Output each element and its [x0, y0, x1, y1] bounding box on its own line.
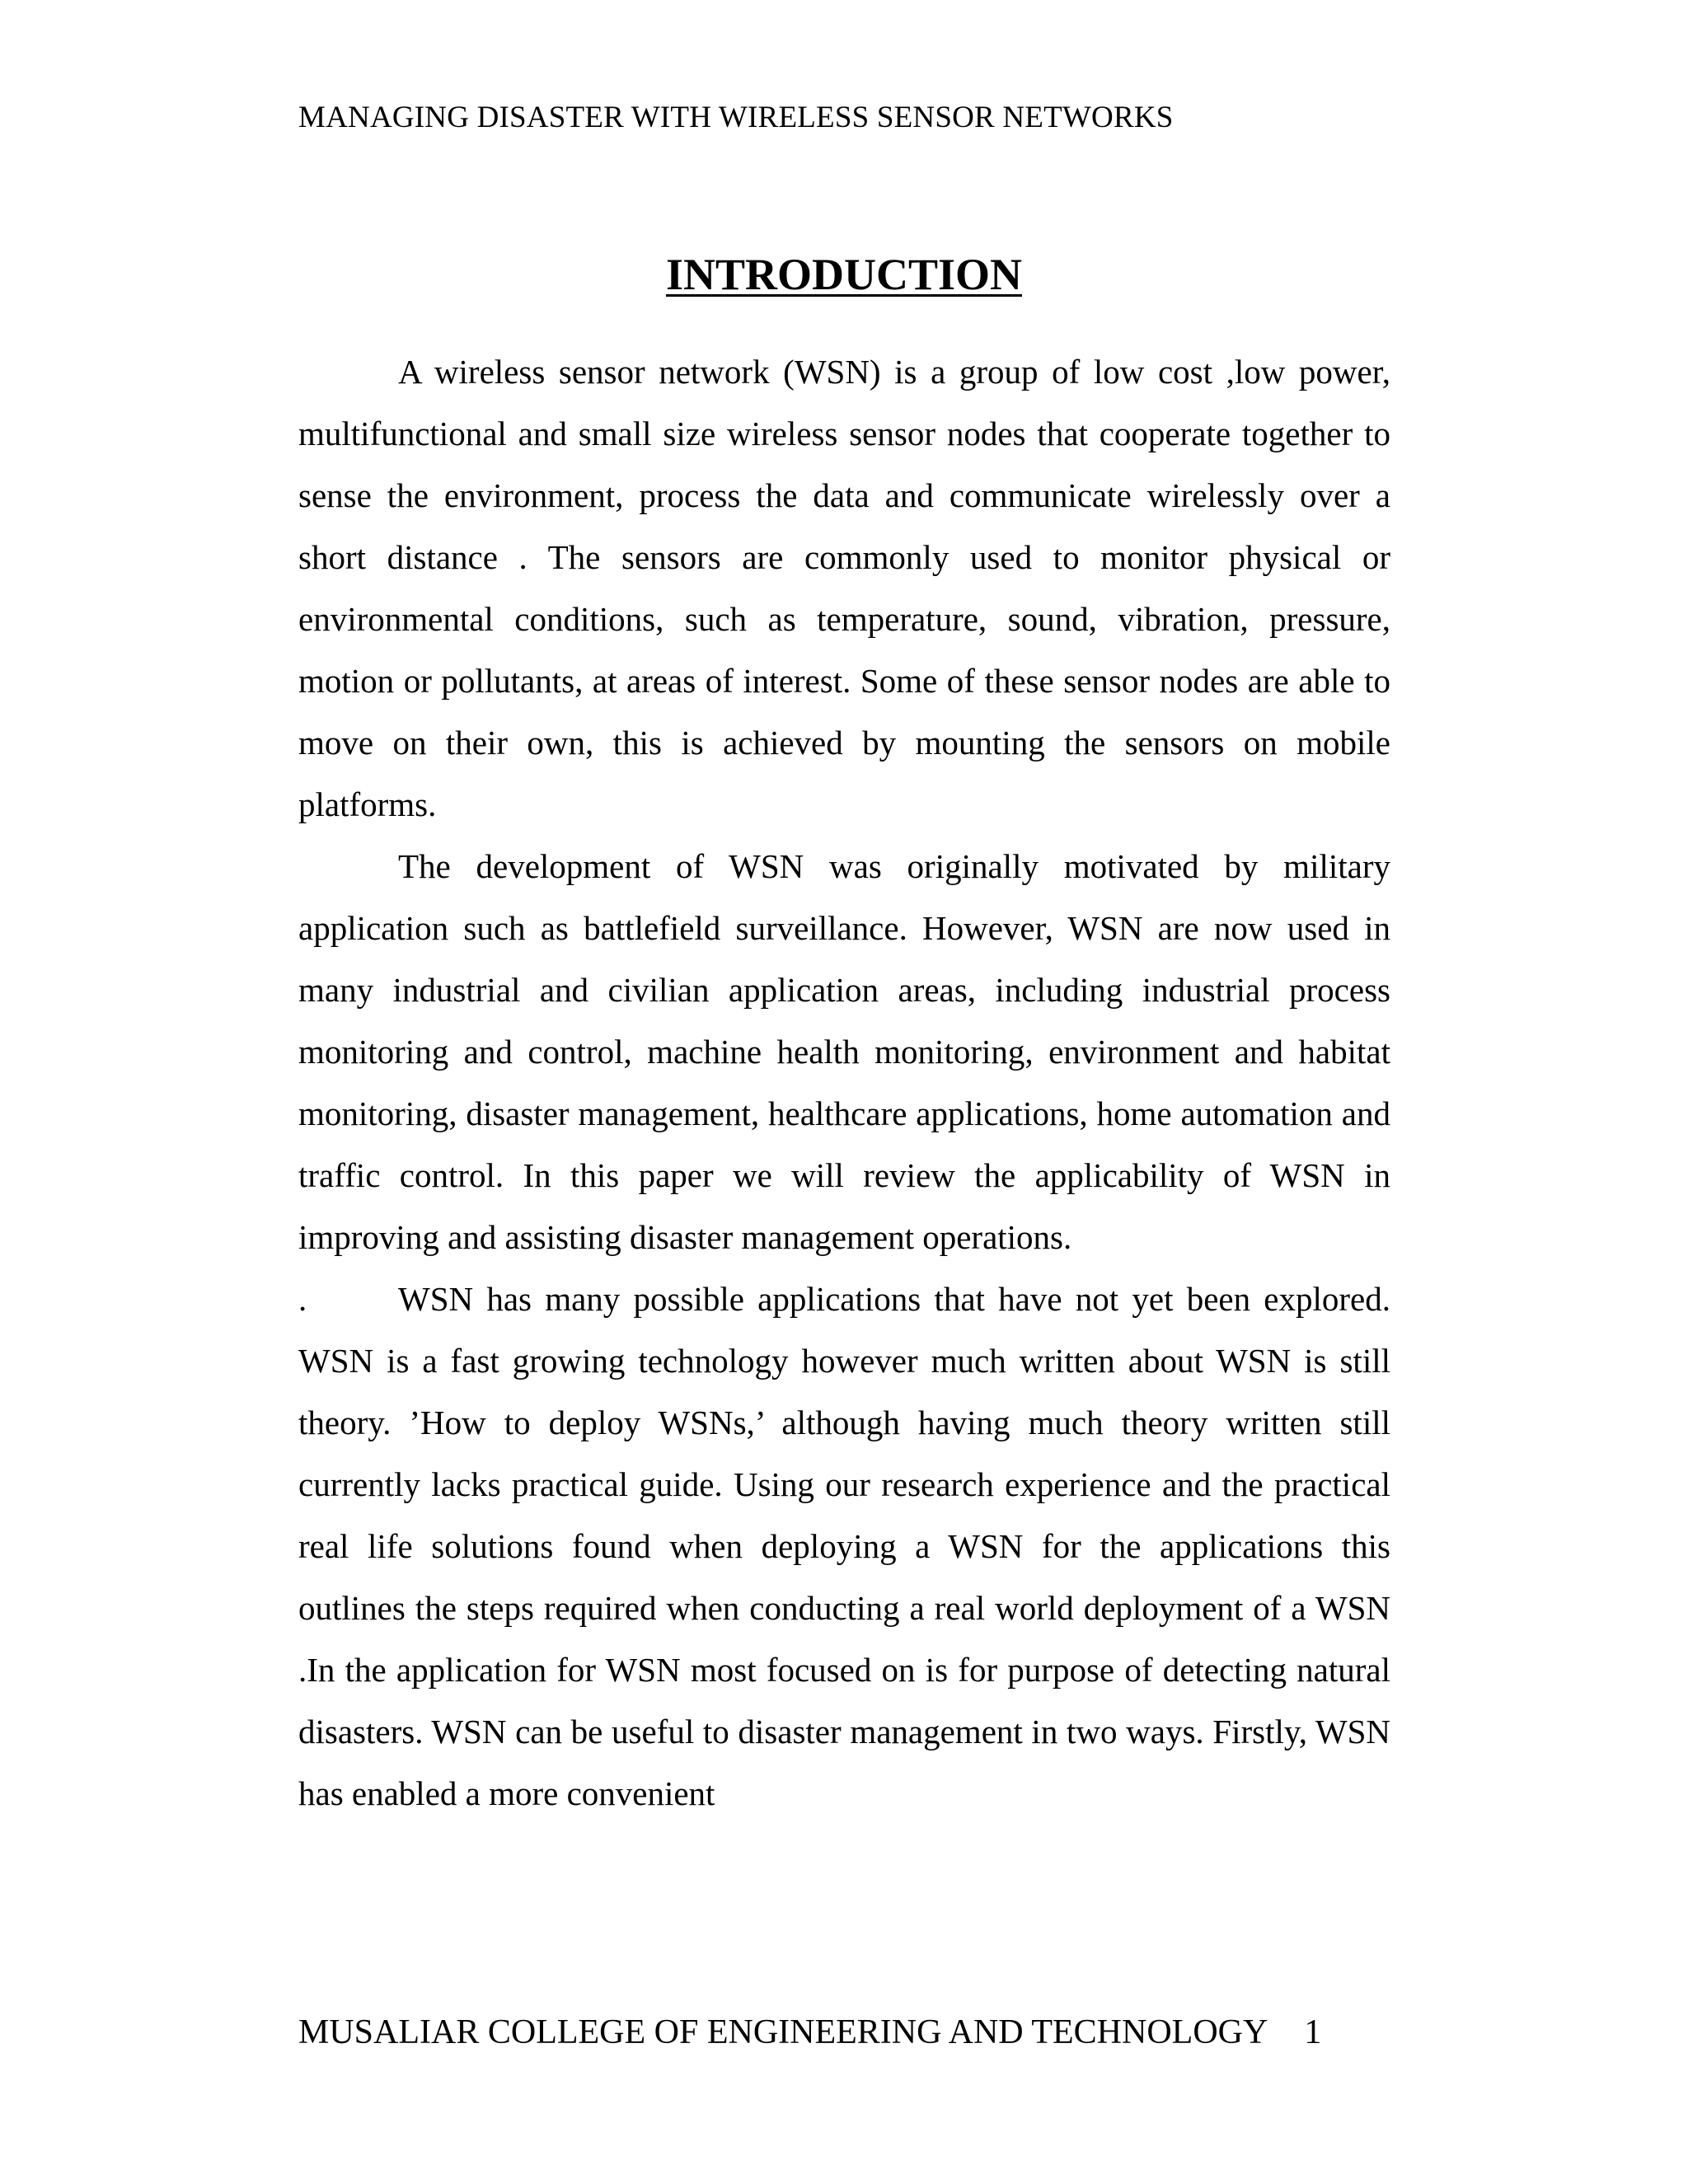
page-number: 1: [1304, 2013, 1322, 2051]
page-title-text: INTRODUCTION: [665, 250, 1023, 299]
page-footer: [298, 2009, 1321, 2055]
body-text: [298, 341, 1390, 1825]
footer-institution: MUSALIAR COLLEGE OF ENGINEERING AND TECHNOLOGY: [298, 2013, 1268, 2051]
page-title: [0, 246, 1688, 303]
paragraph-2: The development of WSN was originally motivated by military application such as battlefield surveillance. However, WSN are now used in many industrial and civilian application areas, including industrial process monitoring and control, machine health monitoring, environment and habitat monitoring, disaster management, healthcare applications, home automation and traffic control. In this paper we will review the applicability of WSN in improving and assisting disaster management operations.: [298, 847, 1390, 1256]
paragraph-3: [298, 1268, 1390, 1825]
running-header: MANAGING DISASTER WITH WIRELESS SENSOR NETWORKS: [298, 101, 1174, 134]
paragraph-1: A wireless sensor network (WSN) is a group of low cost ,low power, multifunctional and small size wireless sensor nodes that cooperate together to sense the environment, process the data and communicate wirelessly over a short distance . The sensors are commonly used to monitor physical or environmental conditions, such as temperature, sound, vibration, pressure, motion or pollutants, at areas of interest. Some of these sensor nodes are able to move on their own, this is achieved by mounting the sensors on mobile platforms.: [298, 353, 1390, 823]
paragraph-3-text: WSN has many possible applications that have not yet been explored. WSN is a fast growing technology however much written about WSN is still theory. ’How to deploy WSNs,’ although having much theory written still currently lacks practical guide. Using our research experience and the practical real life solutions found when deploying a WSN for the applications this outlines the steps required when conducting a real world deployment of a WSN .In the application for WSN most focused on is for purpose of detecting natural disasters. WSN can be useful to disaster management in two ways. Firstly, WSN has enabled a more convenient: [298, 1280, 1390, 1812]
paragraph-3-lead-mark: .: [298, 1280, 307, 1318]
